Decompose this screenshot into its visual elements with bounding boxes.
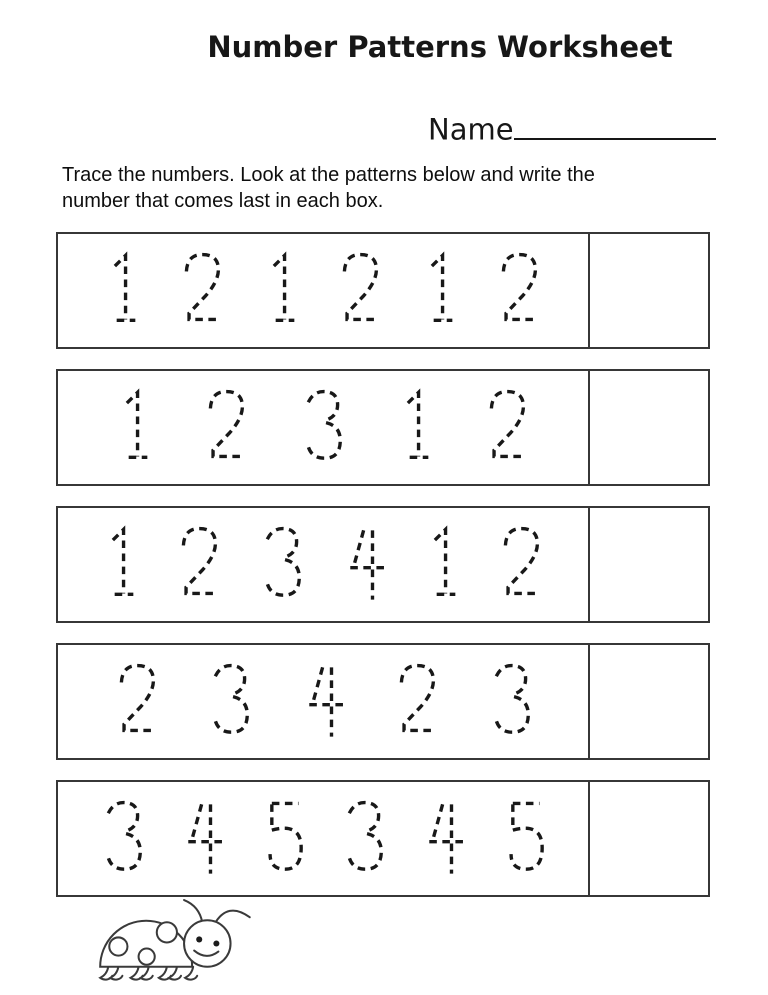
answer-box[interactable] xyxy=(588,782,708,895)
traceable-digit-2[interactable] xyxy=(177,525,220,605)
traceable-digit-4[interactable] xyxy=(343,525,386,605)
name-field xyxy=(428,108,716,147)
pattern-row xyxy=(56,506,710,623)
instructions-line-1: Trace the numbers. Look at the patterns below and write the xyxy=(62,164,595,186)
traceable-digit-1[interactable] xyxy=(265,251,297,331)
ladybug-antenna xyxy=(214,911,249,925)
pattern-row xyxy=(56,369,710,486)
traceable-digit-3[interactable] xyxy=(101,799,144,879)
traceable-digits xyxy=(58,782,588,895)
pattern-row xyxy=(56,780,710,897)
ladybug-eye xyxy=(196,936,202,942)
answer-box[interactable] xyxy=(588,371,708,484)
traceable-digit-3[interactable] xyxy=(208,662,251,742)
traceable-digit-2[interactable] xyxy=(204,388,247,468)
ladybug-spot xyxy=(157,922,177,942)
traceable-digits xyxy=(58,234,588,347)
traceable-digit-2[interactable] xyxy=(395,662,438,742)
name-label: Name xyxy=(428,112,514,147)
traceable-digit-2[interactable] xyxy=(499,525,542,605)
traceable-digit-3[interactable] xyxy=(342,799,385,879)
answer-box[interactable] xyxy=(588,234,708,347)
pattern-row xyxy=(56,643,710,760)
traceable-digit-2[interactable] xyxy=(180,251,223,331)
traceable-digit-3[interactable] xyxy=(489,662,532,742)
pattern-rows xyxy=(56,232,710,917)
ladybug-head xyxy=(184,920,230,966)
traceable-digit-4[interactable] xyxy=(302,662,345,742)
traceable-digit-3[interactable] xyxy=(301,388,344,468)
ladybug-spot xyxy=(139,949,155,965)
traceable-digit-5[interactable] xyxy=(261,799,304,879)
traceable-digit-1[interactable] xyxy=(106,251,138,331)
answer-box[interactable] xyxy=(588,645,708,758)
traceable-digits xyxy=(58,645,588,758)
ladybug-antenna xyxy=(184,900,202,922)
traceable-digit-2[interactable] xyxy=(338,251,381,331)
name-entry-line[interactable] xyxy=(514,108,716,140)
traceable-digit-5[interactable] xyxy=(502,799,545,879)
ladybug-spot xyxy=(109,937,127,955)
traceable-digit-2[interactable] xyxy=(485,388,528,468)
traceable-digit-4[interactable] xyxy=(422,799,465,879)
instructions xyxy=(62,162,702,214)
traceable-digit-1[interactable] xyxy=(426,525,458,605)
answer-box[interactable] xyxy=(588,508,708,621)
traceable-digit-1[interactable] xyxy=(423,251,455,331)
worksheet-title: Number Patterns Worksheet xyxy=(207,30,673,64)
traceable-digit-1[interactable] xyxy=(399,388,431,468)
pattern-row xyxy=(56,232,710,349)
ladybug-icon xyxy=(98,896,260,992)
ladybug-eye xyxy=(213,940,219,946)
traceable-digits xyxy=(58,508,588,621)
traceable-digits xyxy=(58,371,588,484)
traceable-digit-3[interactable] xyxy=(260,525,303,605)
traceable-digit-2[interactable] xyxy=(497,251,540,331)
traceable-digit-1[interactable] xyxy=(118,388,150,468)
traceable-digit-2[interactable] xyxy=(115,662,158,742)
ladybug-feet xyxy=(100,967,197,980)
traceable-digit-1[interactable] xyxy=(104,525,136,605)
traceable-digit-4[interactable] xyxy=(181,799,224,879)
instructions-line-2: number that comes last in each box. xyxy=(62,190,384,212)
